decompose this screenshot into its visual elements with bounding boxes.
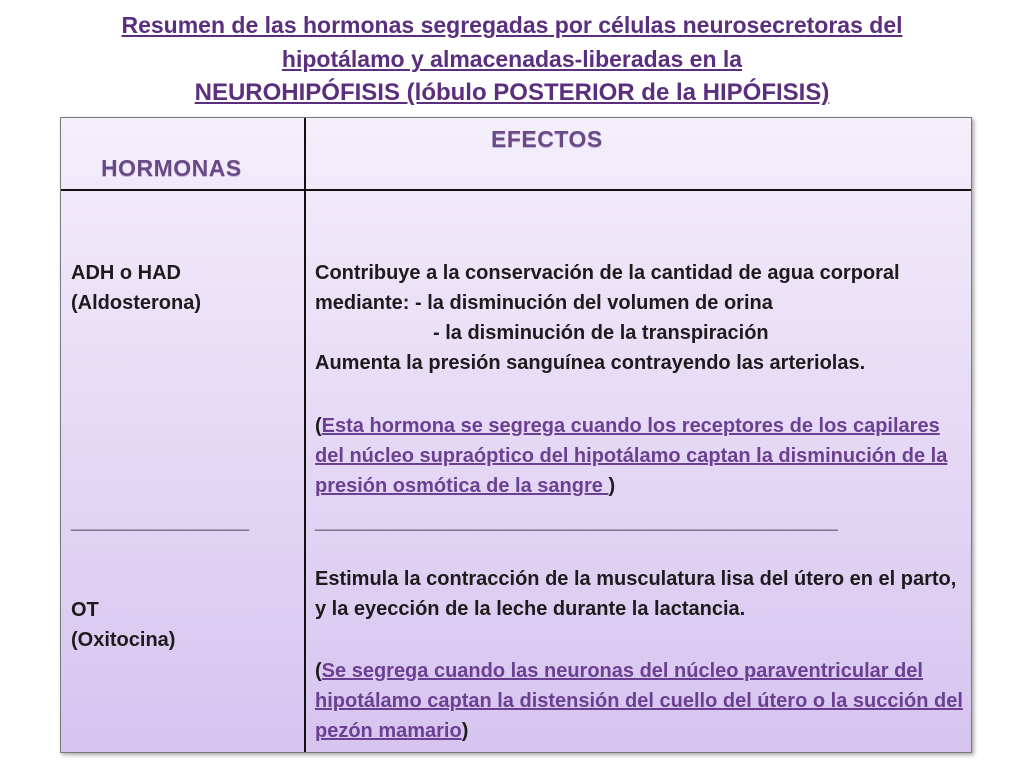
title-line-3: NEUROHIPÓFISIS (lóbulo POSTERIOR de la HIPÓFISIS) (194, 79, 830, 106)
column-divider (304, 118, 306, 752)
hormone-adh (71, 258, 296, 318)
hormones-table (60, 117, 972, 753)
hormone-adh-alias: (Aldosterona) (71, 292, 201, 314)
ot-note (315, 656, 965, 746)
separator-right: _______________________________________________ (315, 511, 838, 533)
ot-effect: Estimula la contracción de la musculatura lisa del útero en el parto, y la eyección de la leche durante la lactancia. (315, 568, 957, 620)
hormone-ot-alias: (Oxitocina) (71, 629, 176, 651)
header-efectos: EFECTOS (491, 126, 603, 152)
adh-effect-line-1: Contribuye a la conservación de la cantidad de agua corporal (315, 262, 900, 284)
hormone-adh-name: ADH o HAD (71, 262, 181, 284)
adh-effects (315, 258, 965, 378)
adh-note-open: ( (315, 415, 322, 437)
adh-effect-line-3: - la disminución de la transpiración (433, 322, 769, 344)
adh-effect-line-4: Aumenta la presión sanguínea contrayendo las arteriolas. (315, 352, 866, 374)
ot-note-close: ) (461, 720, 469, 742)
adh-note-close: ) (608, 475, 616, 497)
header-hormonas: HORMONAS (101, 155, 242, 181)
header-divider (61, 189, 971, 191)
adh-note-link[interactable]: Esta hormona se segrega cuando los receptores de los capilares del núcleo supraóptico del hipotálamo captan la disminución de la presión osmótica de la sangre (315, 415, 948, 497)
adh-effect-line-2: mediante: - la disminución del volumen de orina (315, 292, 773, 314)
ot-note-link[interactable]: Se segrega cuando las neuronas del núcleo paraventricular del hipotálamo captan la distensión del cuello del útero o la succión del pezón mamario (315, 660, 963, 742)
hormone-ot-name: OT (71, 599, 99, 621)
ot-note-open: ( (315, 660, 322, 682)
adh-note (315, 411, 965, 501)
title-line-2: hipotálamo y almacenadas-liberadas en la (281, 46, 743, 72)
slide-title (40, 8, 984, 110)
hormone-ot (71, 595, 296, 655)
title-line-1: Resumen de las hormonas segregadas por células neurosecretoras del (121, 12, 903, 38)
separator-left: ________________ (71, 511, 249, 533)
